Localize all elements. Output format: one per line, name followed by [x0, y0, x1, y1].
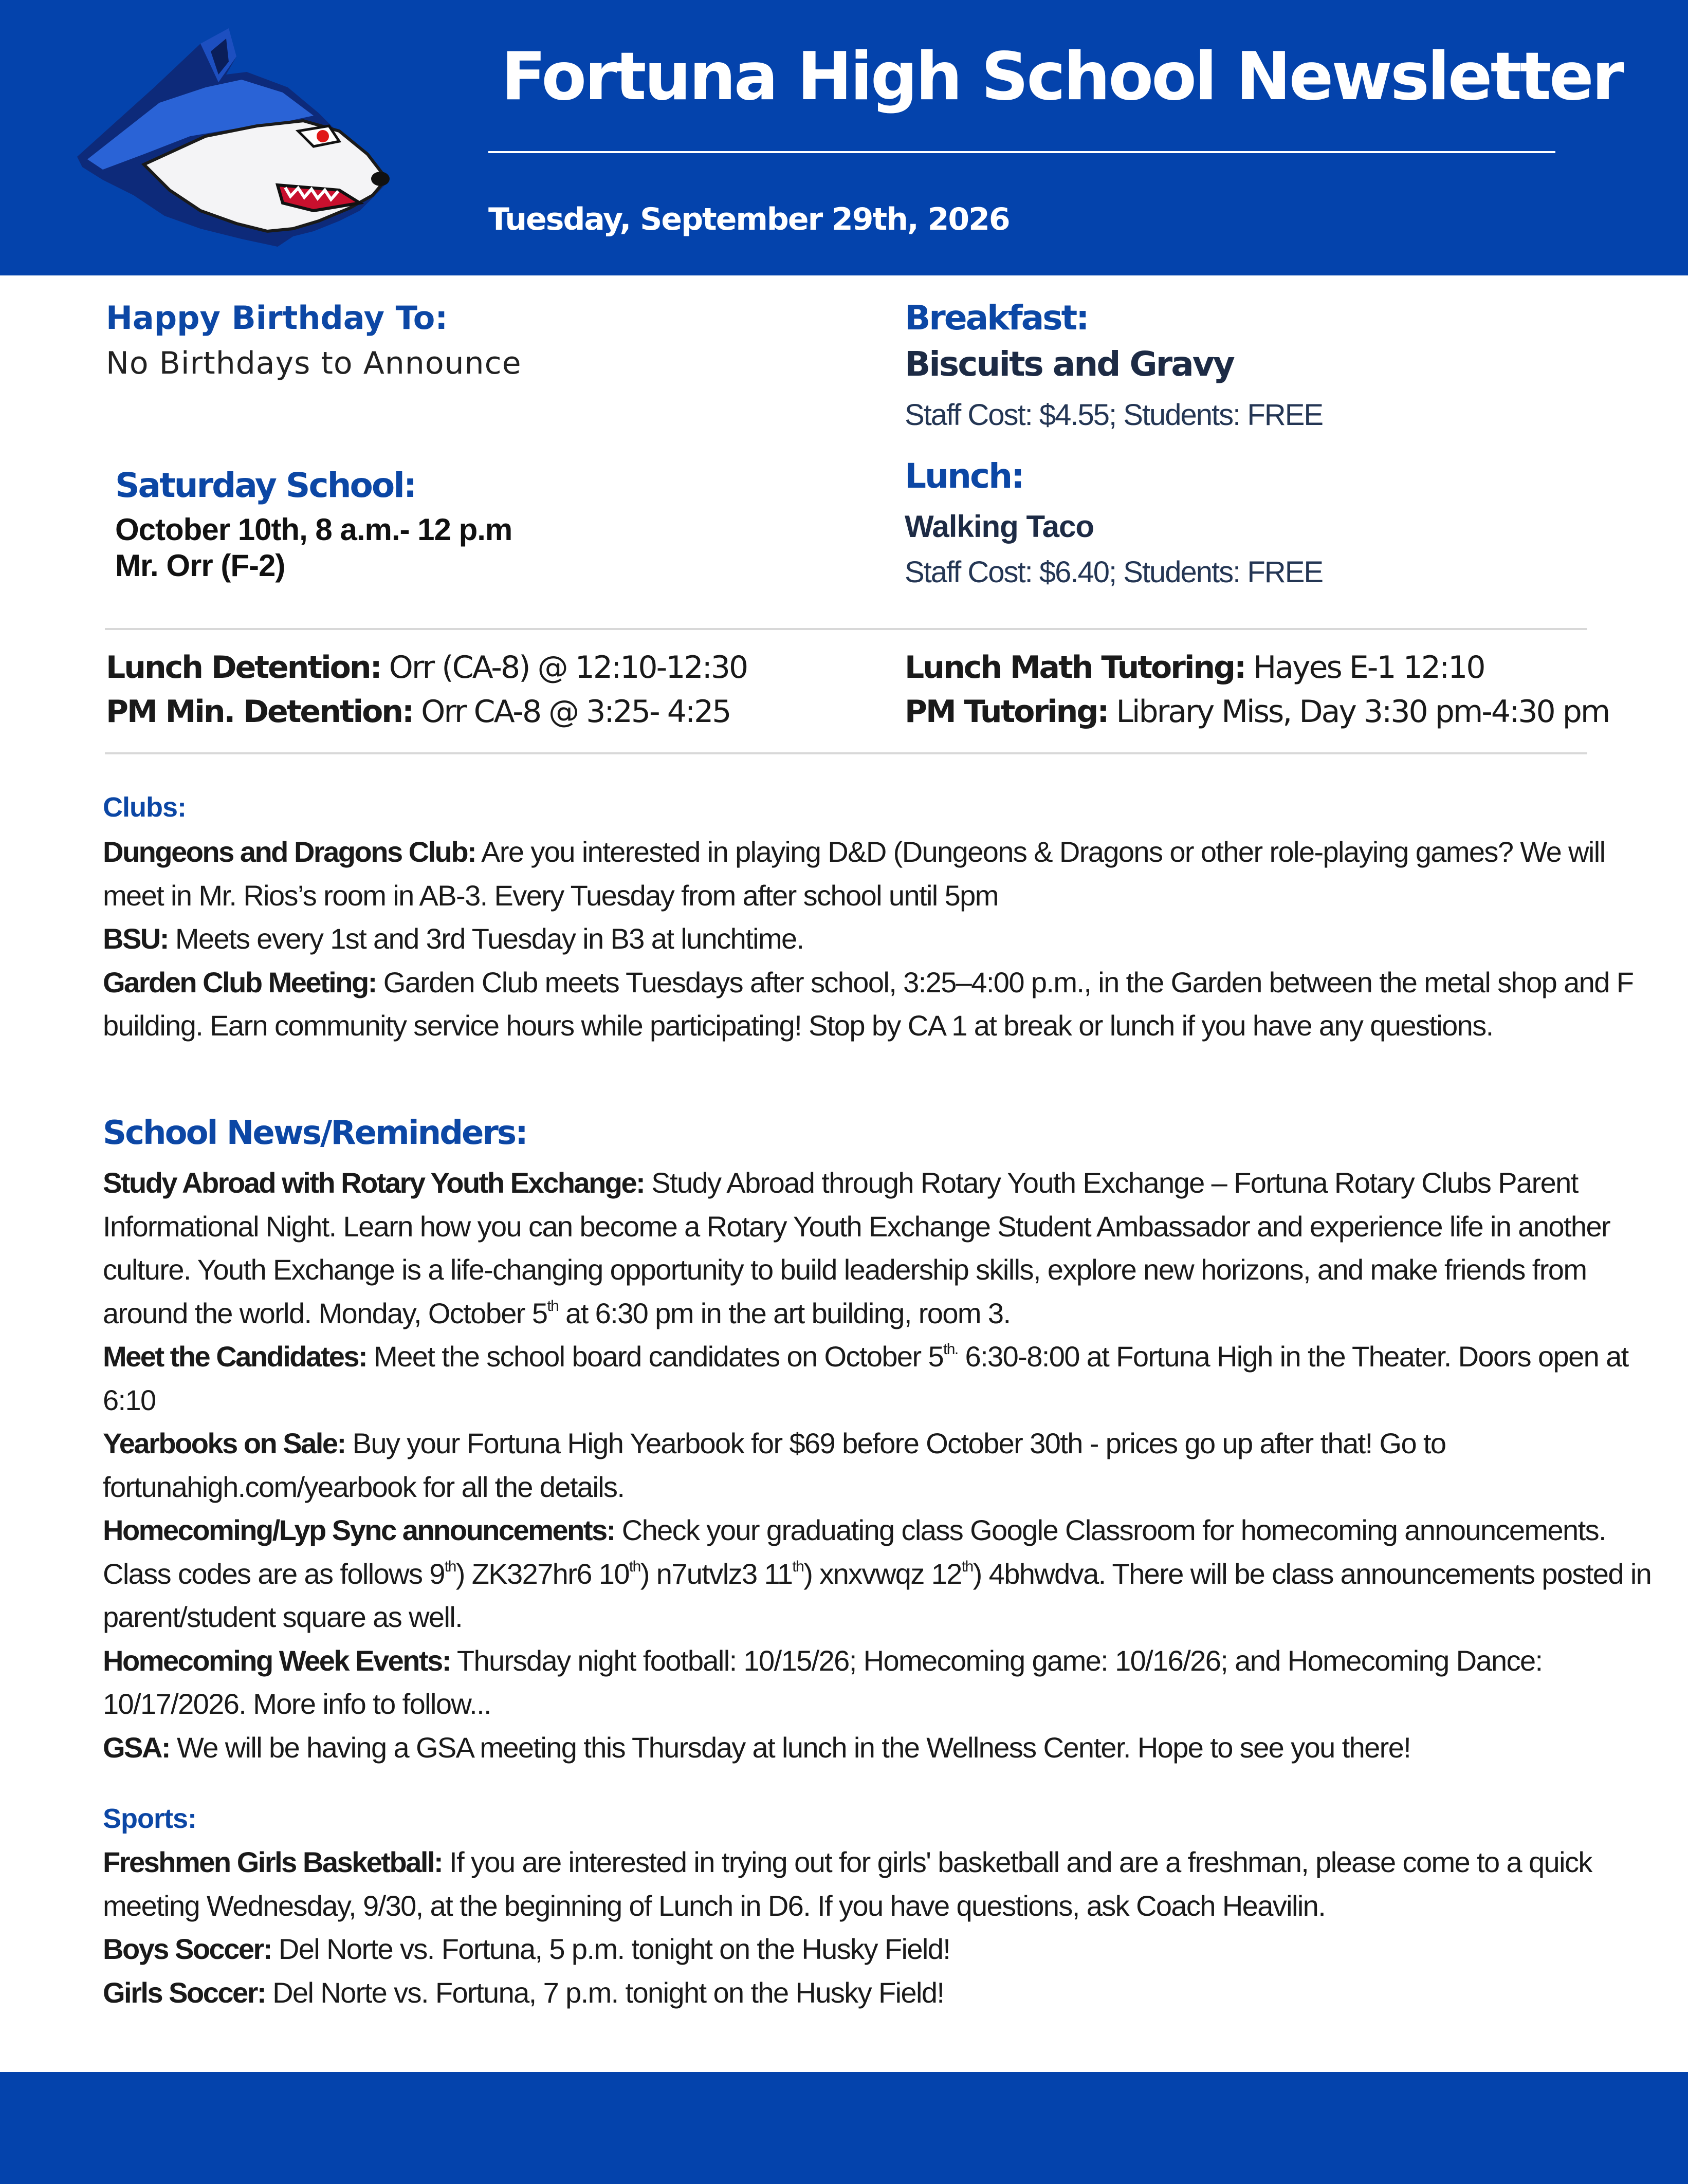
sports-heading: Sports:	[103, 1803, 196, 1834]
news-text: We will be having a GSA meeting this Thursday at lunch in the Wellness Center. Hope to see you there!	[170, 1731, 1411, 1764]
clubs-list	[103, 830, 1655, 1048]
news-text: ) xnxvwqz 12	[803, 1557, 962, 1590]
sport-label: Girls Soccer:	[103, 1976, 266, 2009]
news-text: at 6:30 pm in the art building, room 3.	[558, 1297, 1011, 1329]
news-label: Homecoming/Lyp Sync announcements:	[103, 1514, 615, 1546]
ordinal-suffix: th	[547, 1297, 559, 1315]
club-label: Dungeons and Dragons Club:	[103, 836, 476, 868]
saturday-school-heading: Saturday School:	[115, 466, 416, 505]
lunch-item: Walking Taco	[905, 509, 1094, 544]
club-text: Meets every 1st and 3rd Tuesday in B3 at lunchtime.	[168, 922, 804, 955]
news-label: GSA:	[103, 1731, 170, 1764]
pm-tutoring	[905, 694, 1609, 730]
lunch-heading: Lunch:	[905, 456, 1023, 496]
saturday-school-date: October 10th, 8 a.m.- 12 p.m	[115, 512, 512, 547]
news-text: Check your graduating class Google Classroom for homecoming announcements. Class codes are as follows 9	[103, 1514, 1606, 1590]
list-item	[103, 1971, 1655, 2015]
lunch-math-tutoring-label: Lunch Math Tutoring:	[905, 650, 1245, 686]
list-item	[103, 1422, 1655, 1509]
newsletter-title: Fortuna High School Newsletter	[501, 39, 1622, 115]
news-text: ) 4bhwdva. There will be class announcements posted in parent/student square as well.	[103, 1557, 1652, 1633]
lunch-cost: Staff Cost: $6.40; Students: FREE	[905, 556, 1323, 589]
news-text: Study Abroad through Rotary Youth Exchange – Fortuna Rotary Clubs Parent Informational Night. Learn how you can become a Rotary Youth Exchange Student Ambassador and experience life in another culture. Youth Exchange is a life-changing opportunity to build leadership skills, explore new horizons, and make friends from around the world. Monday, October 5	[103, 1167, 1610, 1329]
pm-detention-text: Orr CA-8 @ 3:25- 4:25	[413, 694, 730, 730]
list-item	[103, 1726, 1655, 1770]
news-label: Study Abroad with Rotary Youth Exchange:	[103, 1167, 645, 1199]
list-item	[103, 1639, 1655, 1726]
school-news-list	[103, 1161, 1655, 1769]
newsletter-date: Tuesday, September 29th, 2026	[488, 201, 1010, 237]
news-text: 6:30-8:00 at Fortuna High in the Theater. Doors open at 6:10	[103, 1340, 1628, 1416]
ordinal-suffix: th.	[943, 1341, 958, 1358]
sports-list	[103, 1841, 1655, 2014]
ordinal-suffix: th	[792, 1558, 804, 1575]
breakfast-item: Biscuits and Gravy	[905, 344, 1234, 384]
list-item	[103, 1928, 1655, 1971]
ordinal-suffix: th	[629, 1558, 640, 1575]
list-item	[103, 1335, 1655, 1422]
lunch-detention-text: Orr (CA-8) @ 12:10-12:30	[380, 650, 747, 686]
school-news-heading: School News/Reminders:	[103, 1114, 527, 1152]
news-label: Meet the Candidates:	[103, 1340, 367, 1373]
news-label: Yearbooks on Sale:	[103, 1427, 345, 1459]
news-label: Homecoming Week Events:	[103, 1644, 450, 1677]
list-item	[103, 1841, 1655, 1928]
news-text: Meet the school board candidates on October 5	[366, 1340, 944, 1373]
sport-text: Del Norte vs. Fortuna, 7 p.m. tonight on the Husky Field!	[265, 1976, 944, 2009]
sport-text: Del Norte vs. Fortuna, 5 p.m. tonight on the Husky Field!	[271, 1933, 950, 1965]
news-text: ) n7utvlz3 11	[640, 1557, 793, 1590]
husky-mascot-icon	[72, 26, 401, 252]
pm-detention	[106, 694, 730, 730]
list-item	[103, 961, 1655, 1048]
news-text: ) ZK327hr6 10	[455, 1557, 629, 1590]
divider-bottom	[105, 752, 1587, 754]
divider-top	[105, 628, 1587, 630]
club-text: Are you interested in playing D&D (Dungeons & Dragons or other role-playing games? We will meet in Mr. Rios’s room in AB-3. Every Tuesday from after school until 5pm	[103, 836, 1605, 912]
club-text: Garden Club meets Tuesdays after school, 3:25–4:00 p.m., in the Garden between the metal shop and F building. Earn community service hours while participating! Stop by CA 1 at break or lunch if you have any questions.	[103, 966, 1634, 1042]
clubs-heading: Clubs:	[103, 792, 186, 823]
sport-label: Freshmen Girls Basketball:	[103, 1846, 443, 1878]
birthday-text: No Birthdays to Announce	[106, 345, 522, 381]
pm-tutoring-text: Library Miss, Day 3:30 pm-4:30 pm	[1108, 694, 1609, 730]
breakfast-cost: Staff Cost: $4.55; Students: FREE	[905, 398, 1323, 432]
list-item	[103, 1161, 1655, 1335]
birthday-heading: Happy Birthday To:	[106, 299, 448, 337]
pm-detention-label: PM Min. Detention:	[106, 694, 413, 730]
pm-tutoring-label: PM Tutoring:	[905, 694, 1108, 730]
news-text: Buy your Fortuna High Yearbook for $69 before October 30th - prices go up after that! Go to fortunahigh.com/yearbook for all the details.	[103, 1427, 1446, 1503]
list-item	[103, 1509, 1655, 1639]
lunch-math-tutoring	[905, 650, 1484, 686]
news-text: Thursday night football: 10/15/26; Homecoming game: 10/16/26; and Homecoming Dance: 10/17/2026. More info to follow...	[103, 1644, 1543, 1720]
ordinal-suffix: th	[444, 1558, 456, 1575]
list-item	[103, 917, 1655, 961]
club-label: BSU:	[103, 922, 168, 955]
header-banner	[0, 0, 1688, 275]
sport-label: Boys Soccer:	[103, 1933, 271, 1965]
ordinal-suffix: th	[961, 1558, 973, 1575]
footer-banner	[0, 2072, 1688, 2184]
title-divider	[488, 151, 1555, 153]
lunch-detention	[106, 650, 747, 686]
breakfast-heading: Breakfast:	[905, 298, 1088, 338]
club-label: Garden Club Meeting:	[103, 966, 376, 998]
lunch-math-tutoring-text: Hayes E-1 12:10	[1245, 650, 1484, 686]
list-item	[103, 830, 1655, 917]
saturday-school-teacher: Mr. Orr (F-2)	[115, 548, 285, 583]
lunch-detention-label: Lunch Detention:	[106, 650, 381, 686]
sport-text: If you are interested in trying out for girls' basketball and are a freshman, please come to a quick meeting Wednesday, 9/30, at the beginning of Lunch in D6. If you have questions, ask Coach Heavilin.	[103, 1846, 1592, 1922]
